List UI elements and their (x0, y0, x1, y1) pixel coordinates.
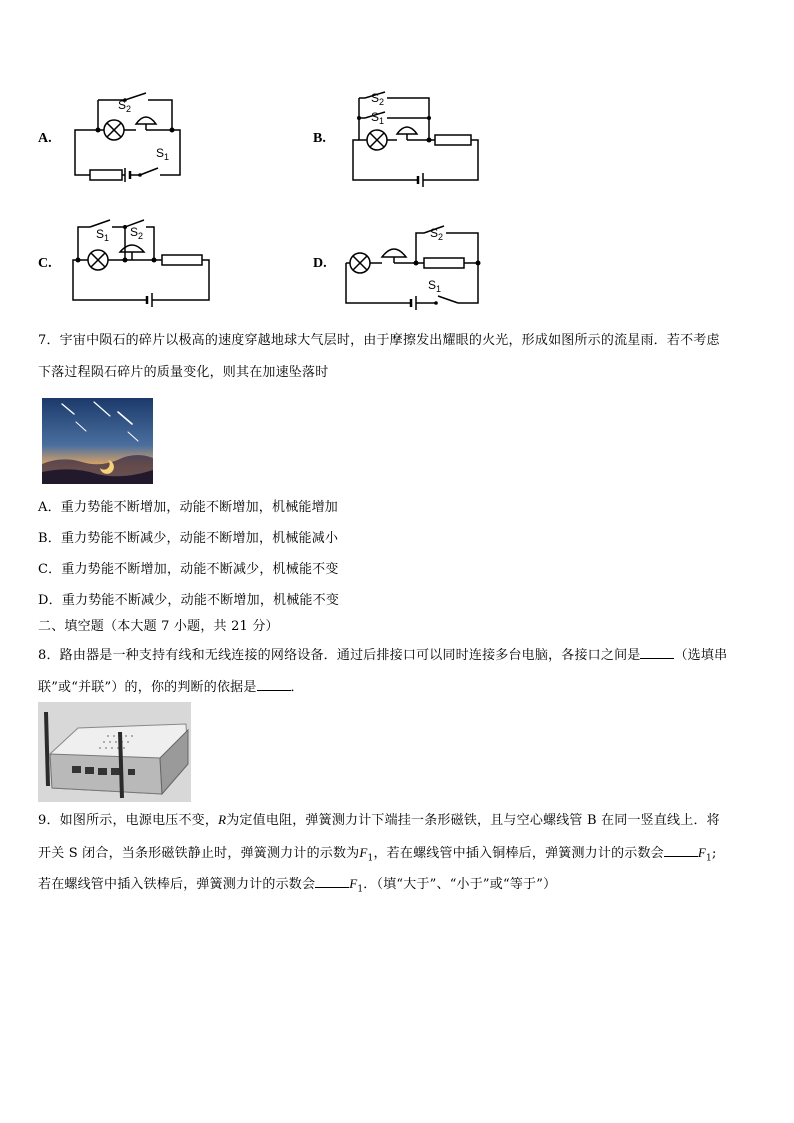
q9-text-a: 9．如图所示，电源电压不变， (38, 813, 219, 828)
q8-text-d: ． (290, 680, 304, 695)
switch-s1-label-b: $S_1$ (371, 110, 385, 126)
q9-text-b: 为定值电阻，弹簧测力计下端挂一条形磁铁，且与空心螺线管 B 在同一竖直线上．将 (226, 813, 720, 828)
q7-stem-line1: 7．宇宙中陨石的碎片以极高的速度穿越地球大气层时，由于摩擦发出耀眼的火光，形成如图所示的流星雨．若不考虑 (38, 333, 720, 348)
q8-blank-2[interactable] (257, 678, 291, 691)
q9-force-subscript-2: 1 (706, 853, 712, 864)
q9-stem-line1 (38, 812, 720, 829)
q9-force-symbol-2: F (697, 845, 707, 860)
q7-option-b: B．重力势能不断减少，动能不断增加，机械能减小 (38, 531, 339, 546)
q9-text-c: 开关 S 闭合，当条形磁铁静止时，弹簧测力计的示数为 (38, 846, 360, 861)
switch-s1-label-c: $S_1$ (96, 227, 110, 243)
section-heading: 二、填空题（本大题 7 小题，共 21 分） (38, 619, 279, 634)
q7-option-a: A．重力势能不断增加，动能不断增加，机械能增加 (38, 500, 338, 515)
q9-stem-line2 (38, 844, 717, 867)
q9-text-f: ．（填“大于”、“小于”或“等于”） (363, 877, 557, 892)
q8-stem-line1 (38, 646, 727, 664)
q8-text-c: 联”或“并联”）的，你的判断的依据是 (38, 680, 257, 695)
circuit-diagram-d (340, 215, 490, 310)
q7-stem-line2: 下落过程陨石碎片的质量变化，则其在加速坠落时 (38, 365, 329, 380)
q9-blank-2[interactable] (315, 875, 349, 888)
q9-force-symbol: F (359, 845, 368, 860)
q8-stem-line2 (38, 678, 304, 696)
q9-force-subscript: 1 (367, 853, 374, 864)
q9-punct: ; (711, 846, 717, 861)
switch-s1-label-d: $S_1$ (428, 278, 442, 294)
circuit-diagram-c (70, 212, 215, 307)
switch-s2-label-c: $S_2$ (130, 225, 144, 241)
q8-blank-1[interactable] (640, 646, 674, 659)
circuit-diagram-a (70, 90, 200, 185)
q9-force-subscript-3: 1 (357, 884, 364, 895)
option-b-letter: B. (313, 131, 326, 146)
q9-force-symbol-3: F (349, 876, 358, 891)
q8-text-b: （选填串 (674, 648, 728, 663)
router-image (38, 702, 191, 802)
q8-text-a: 8．路由器是一种支持有线和无线连接的网络设备．通过后排接口可以同时连接多台电脑，各接口之间是 (38, 648, 641, 663)
switch-s2-label-d: $S_2$ (430, 226, 444, 242)
q9-blank-1[interactable] (664, 844, 698, 857)
q9-resistor-symbol: R (218, 812, 227, 827)
switch-s2-label-a: $S_2$ (118, 98, 132, 114)
meteor-shower-image (42, 398, 153, 484)
q9-stem-line3 (38, 875, 556, 898)
q9-text-d: ，若在螺线管中插入铜棒后，弹簧测力计的示数会 (373, 846, 664, 861)
switch-s1-label-a: $S_1$ (156, 146, 170, 162)
q7-option-d: D．重力势能不断减少，动能不断增加，机械能不变 (38, 593, 340, 608)
option-d-letter: D. (313, 256, 327, 271)
switch-s2-label-b: $S_2$ (371, 91, 385, 107)
option-c-letter: C. (38, 256, 52, 271)
option-a-letter: A. (38, 131, 52, 146)
q7-option-c: C．重力势能不断增加，动能不断减少，机械能不变 (38, 562, 339, 577)
circuit-diagram-b (345, 88, 485, 188)
q9-text-e: 若在螺线管中插入铁棒后，弹簧测力计的示数会 (38, 877, 316, 892)
